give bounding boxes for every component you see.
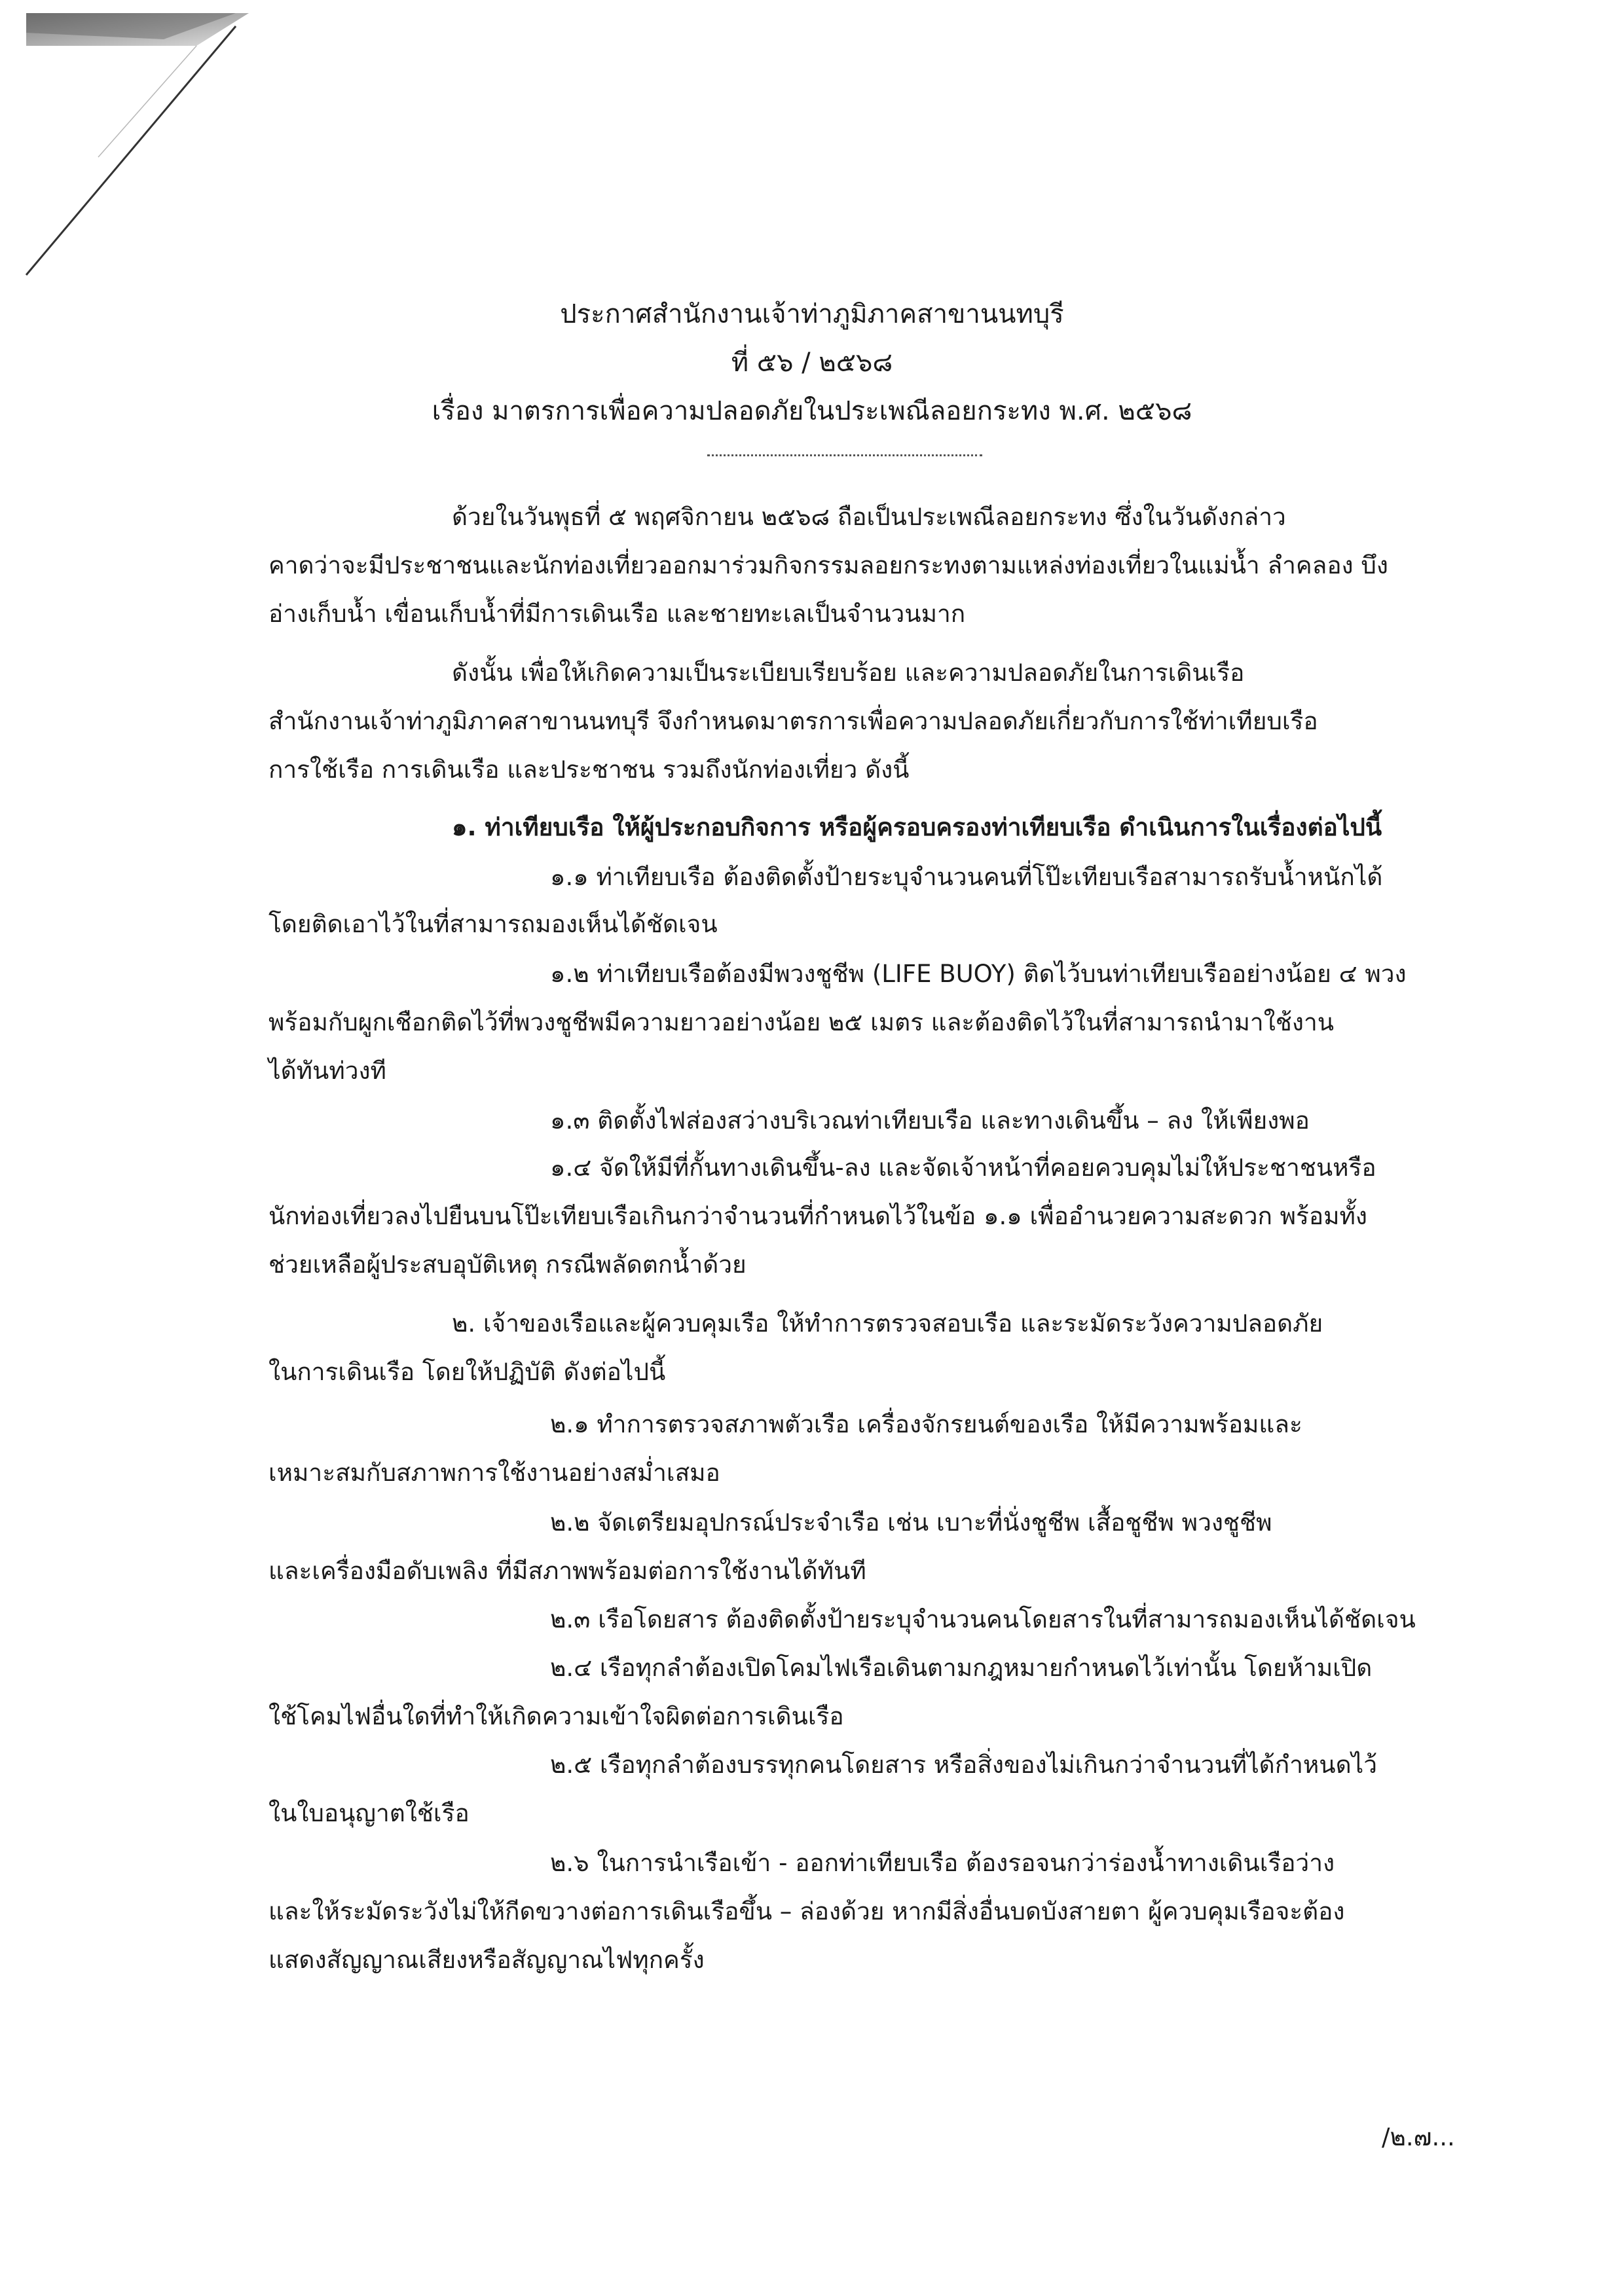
section-2-heading: ๒. เจ้าของเรือและผู้ควบคุมเรือ ให้ทำการตรวจสอบเรือ และระมัดระวังความปลอดภัย xyxy=(452,1309,1323,1338)
clause-1-3: ๑.๓ ติดตั้งไฟส่องสว่างบริเวณท่าเทียบเรือ และทางเดินขึ้น – ลง ให้เพียงพอ xyxy=(550,1106,1310,1135)
section-2-heading-continued: ในการเดินเรือ โดยให้ปฏิบัติ ดังต่อไปนี้ xyxy=(268,1358,666,1386)
clause-2-6-continued: แสดงสัญญาณเสียงหรือสัญญาณไฟทุกครั้ง xyxy=(268,1946,705,1974)
next-page-marker: /๒.๗... xyxy=(1382,2123,1455,2151)
clause-2-2-continued: และเครื่องมือดับเพลิง ที่มีสภาพพร้อมต่อการใช้งานได้ทันที xyxy=(268,1557,866,1585)
clause-2-6-continued: และให้ระมัดระวังไม่ให้กีดขวางต่อการเดินเรือขึ้น – ล่องด้วย หากมีสิ่งอื่นบดบังสายตา ผู้ควบคุมเรือจะต้อง xyxy=(268,1897,1345,1925)
measures-paragraph-line: การใช้เรือ การเดินเรือ และประชาชน รวมถึงนักท่องเที่ยว ดังนี้ xyxy=(268,756,910,784)
clause-2-3: ๒.๓ เรือโดยสาร ต้องติดตั้งป้ายระบุจำนวนคนโดยสารในที่สามารถมองเห็นได้ชัดเจน xyxy=(550,1605,1416,1633)
header-divider xyxy=(707,454,982,456)
clause-1-2: ๑.๒ ท่าเทียบเรือต้องมีพวงชูชีพ (LIFE BUOY) ติดไว้บนท่าเทียบเรืออย่างน้อย ๔ พวง xyxy=(550,960,1407,988)
section-1-heading: ๑. ท่าเทียบเรือ ให้ผู้ประกอบกิจการ หรือผู้ครอบครองท่าเทียบเรือ ดำเนินการในเรื่องต่อไปนี้ xyxy=(452,813,1382,841)
clause-2-4-continued: ใช้โคมไฟอื่นใดที่ทำให้เกิดความเข้าใจผิดต่อการเดินเรือ xyxy=(268,1702,844,1730)
announcement-subject: เรื่อง มาตรการเพื่อความปลอดภัยในประเพณีลอยกระทง พ.ศ. ๒๕๖๘ xyxy=(432,396,1192,426)
clause-2-6: ๒.๖ ในการนำเรือเข้า - ออกท่าเทียบเรือ ต้องรอจนกว่าร่องน้ำทางเดินเรือว่าง xyxy=(550,1849,1335,1877)
clause-2-1-continued: เหมาะสมกับสภาพการใช้งานอย่างสม่ำเสมอ xyxy=(268,1459,720,1487)
clause-1-1: ๑.๑ ท่าเทียบเรือ ต้องติดตั้งป้ายระบุจำนวนคนที่โป๊ะเทียบเรือสามารถรับน้ำหนักได้ xyxy=(550,863,1383,891)
clause-2-4: ๒.๔ เรือทุกลำต้องเปิดโคมไฟเรือเดินตามกฎหมายกำหนดไว้เท่านั้น โดยห้ามเปิด xyxy=(550,1654,1373,1682)
clause-1-4: ๑.๔ จัดให้มีที่กั้นทางเดินขึ้น-ลง และจัดเจ้าหน้าที่คอยควบคุมไม่ให้ประชาชนหรือ xyxy=(550,1154,1376,1182)
announcement-number: ที่ ๕๖ / ๒๕๖๘ xyxy=(731,348,893,378)
clause-1-2-continued: พร้อมกับผูกเชือกติดไว้ที่พวงชูชีพมีความยาวอย่างน้อย ๒๕ เมตร และต้องติดไว้ในที่สามารถนำมาใช้งาน xyxy=(268,1008,1335,1036)
clause-2-5-continued: ในใบอนุญาตใช้เรือ xyxy=(268,1799,470,1827)
clause-2-2: ๒.๒ จัดเตรียมอุปกรณ์ประจำเรือ เช่น เบาะที่นั่งชูชีพ เสื้อชูชีพ พวงชูชีพ xyxy=(550,1508,1272,1537)
announcement-title: ประกาศสำนักงานเจ้าท่าภูมิภาคสาขานนทบุรี xyxy=(560,299,1064,329)
clause-1-4-continued: ช่วยเหลือผู้ประสบอุบัติเหตุ กรณีพลัดตกน้ำด้วย xyxy=(268,1250,747,1279)
measures-paragraph-line: ดังนั้น เพื่อให้เกิดความเป็นระเบียบเรียบร้อย และความปลอดภัยในการเดินเรือ xyxy=(452,659,1245,687)
clause-1-4-continued: นักท่องเที่ยวลงไปยืนบนโป๊ะเทียบเรือเกินกว่าจำนวนที่กำหนดไว้ในข้อ ๑.๑ เพื่ออำนวยความสะดวก พร้อมทั้ง xyxy=(268,1202,1367,1230)
intro-paragraph-line: อ่างเก็บน้ำ เขื่อนเก็บน้ำที่มีการเดินเรือ และชายทะเลเป็นจำนวนมาก xyxy=(268,600,966,628)
clause-1-2-continued: ได้ทันท่วงที xyxy=(268,1057,386,1085)
clause-2-5: ๒.๕ เรือทุกลำต้องบรรทุกคนโดยสาร หรือสิ่งของไม่เกินกว่าจำนวนที่ได้กำหนดไว้ xyxy=(550,1751,1377,1779)
intro-paragraph-line: คาดว่าจะมีประชาชนและนักท่องเที่ยวออกมาร่วมกิจกรรมลอยกระทงตามแหล่งท่องเที่ยวในแม่น้ำ ลำคลอง บึง xyxy=(268,551,1388,579)
measures-paragraph-line: สำนักงานเจ้าท่าภูมิภาคสาขานนทบุรี จึงกำหนดมาตรการเพื่อความปลอดภัยเกี่ยวกับการใช้ท่าเทียบเรือ xyxy=(268,707,1318,735)
intro-paragraph-line: ด้วยในวันพุธที่ ๕ พฤศจิกายน ๒๕๖๘ ถือเป็นประเพณีลอยกระทง ซึ่งในวันดังกล่าว xyxy=(452,503,1286,531)
clause-1-1-continued: โดยติดเอาไว้ในที่สามารถมองเห็นได้ชัดเจน xyxy=(268,910,718,938)
clause-2-1: ๒.๑ ทำการตรวจสภาพตัวเรือ เครื่องจักรยนต์ของเรือ ให้มีความพร้อมและ xyxy=(550,1410,1302,1438)
